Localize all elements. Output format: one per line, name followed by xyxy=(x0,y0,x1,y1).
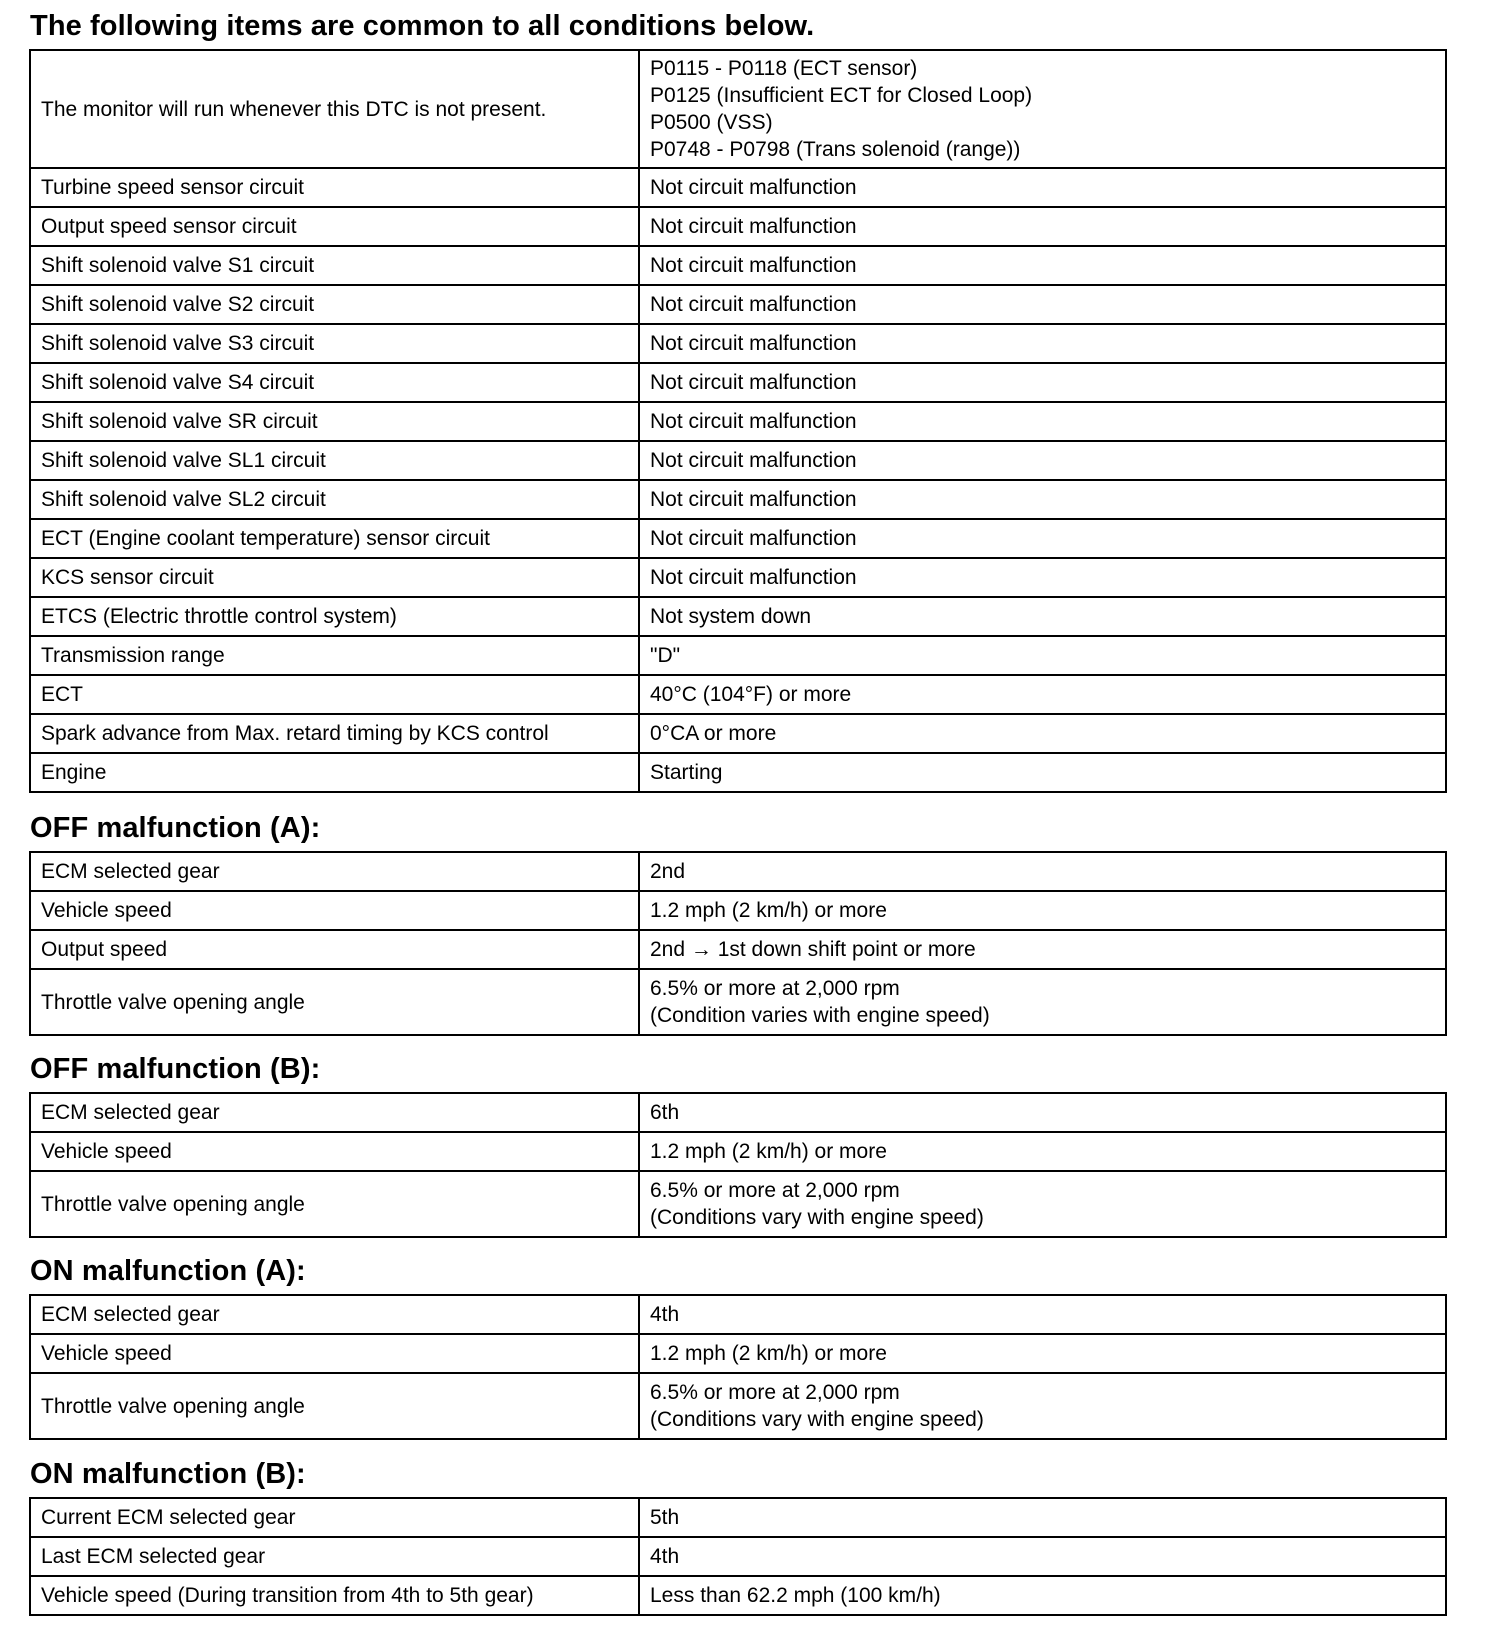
table-row xyxy=(30,891,1446,930)
condition-cell: Not circuit malfunction xyxy=(639,441,1446,480)
table-row xyxy=(30,285,1446,324)
condition-cell: Not system down xyxy=(639,597,1446,636)
condition-cell: 4th xyxy=(639,1295,1446,1334)
table-row xyxy=(30,207,1446,246)
item-cell: Transmission range xyxy=(30,636,639,675)
on-malfunction-b-table xyxy=(29,1497,1447,1616)
item-cell: Vehicle speed xyxy=(30,1132,639,1171)
condition-cell: 1.2 mph (2 km/h) or more xyxy=(639,891,1446,930)
table-row xyxy=(30,50,1446,168)
table-row xyxy=(30,480,1446,519)
condition-line: 6.5% or more at 2,000 rpm xyxy=(650,1381,900,1404)
item-cell: ECM selected gear xyxy=(30,852,639,891)
condition-cell: Not circuit malfunction xyxy=(639,363,1446,402)
condition-cell: 1.2 mph (2 km/h) or more xyxy=(639,1334,1446,1373)
condition-cell: 2nd → 1st down shift point or more xyxy=(639,930,1446,969)
item-cell: Shift solenoid valve SR circuit xyxy=(30,402,639,441)
table-row xyxy=(30,1093,1446,1132)
condition-cell xyxy=(639,969,1446,1035)
item-cell: Output speed xyxy=(30,930,639,969)
table-row xyxy=(30,1132,1446,1171)
condition-cell: Not circuit malfunction xyxy=(639,480,1446,519)
condition-cell: Not circuit malfunction xyxy=(639,558,1446,597)
table-row xyxy=(30,714,1446,753)
on-malfunction-a-table xyxy=(29,1294,1447,1440)
condition-line: (Conditions vary with engine speed) xyxy=(650,1206,984,1229)
table-row xyxy=(30,1498,1446,1537)
condition-line: 6.5% or more at 2,000 rpm xyxy=(650,977,900,1000)
section-heading-on-a: ON malfunction (A): xyxy=(30,1255,306,1287)
table-row xyxy=(30,1334,1446,1373)
condition-cell: Not circuit malfunction xyxy=(639,246,1446,285)
table-row xyxy=(30,1295,1446,1334)
condition-cell: 4th xyxy=(639,1537,1446,1576)
item-cell: Vehicle speed xyxy=(30,1334,639,1373)
item-cell: Shift solenoid valve S4 circuit xyxy=(30,363,639,402)
condition-line: (Conditions vary with engine speed) xyxy=(650,1408,984,1431)
condition-cell: 5th xyxy=(639,1498,1446,1537)
table-row xyxy=(30,402,1446,441)
condition-cell: 6th xyxy=(639,1093,1446,1132)
section-heading-common: The following items are common to all conditions below. xyxy=(30,10,815,42)
condition-cell: Not circuit malfunction xyxy=(639,207,1446,246)
condition-cell: 40°C (104°F) or more xyxy=(639,675,1446,714)
item-cell: Shift solenoid valve SL1 circuit xyxy=(30,441,639,480)
item-cell: Spark advance from Max. retard timing by KCS control xyxy=(30,714,639,753)
item-cell: Current ECM selected gear xyxy=(30,1498,639,1537)
item-cell: ECM selected gear xyxy=(30,1295,639,1334)
table-row xyxy=(30,441,1446,480)
item-cell: Shift solenoid valve S1 circuit xyxy=(30,246,639,285)
section-heading-on-b: ON malfunction (B): xyxy=(30,1458,306,1490)
item-cell: KCS sensor circuit xyxy=(30,558,639,597)
item-cell: ECM selected gear xyxy=(30,1093,639,1132)
condition-cell: Starting xyxy=(639,753,1446,792)
condition-cell: Not circuit malfunction xyxy=(639,324,1446,363)
condition-cell: "D" xyxy=(639,636,1446,675)
item-cell: Throttle valve opening angle xyxy=(30,1373,639,1439)
table-row xyxy=(30,168,1446,207)
condition-cell: 0°CA or more xyxy=(639,714,1446,753)
item-cell: Throttle valve opening angle xyxy=(30,969,639,1035)
item-cell: Shift solenoid valve SL2 circuit xyxy=(30,480,639,519)
table-row xyxy=(30,969,1446,1035)
item-cell: Shift solenoid valve S2 circuit xyxy=(30,285,639,324)
item-cell: Last ECM selected gear xyxy=(30,1537,639,1576)
table-row xyxy=(30,1576,1446,1615)
condition-line: P0115 - P0118 (ECT sensor) xyxy=(650,57,918,80)
common-conditions-table xyxy=(29,49,1447,793)
item-cell: Vehicle speed (During transition from 4th to 5th gear) xyxy=(30,1576,639,1615)
table-row xyxy=(30,1537,1446,1576)
condition-line: P0125 (Insufficient ECT for Closed Loop) xyxy=(650,84,1033,107)
off-malfunction-a-table xyxy=(29,851,1447,1036)
condition-cell xyxy=(639,1171,1446,1237)
table-row xyxy=(30,1171,1446,1237)
section-heading-off-b: OFF malfunction (B): xyxy=(30,1053,321,1085)
condition-cell xyxy=(639,50,1446,168)
condition-cell: Less than 62.2 mph (100 km/h) xyxy=(639,1576,1446,1615)
item-cell: Engine xyxy=(30,753,639,792)
table-row xyxy=(30,753,1446,792)
item-cell: The monitor will run whenever this DTC is not present. xyxy=(30,50,639,168)
table-row xyxy=(30,852,1446,891)
condition-cell: 1.2 mph (2 km/h) or more xyxy=(639,1132,1446,1171)
off-malfunction-b-table xyxy=(29,1092,1447,1238)
condition-cell: 2nd xyxy=(639,852,1446,891)
table-row xyxy=(30,597,1446,636)
table-row xyxy=(30,636,1446,675)
table-row xyxy=(30,246,1446,285)
condition-cell xyxy=(639,1373,1446,1439)
condition-line: 6.5% or more at 2,000 rpm xyxy=(650,1179,900,1202)
item-cell: ECT xyxy=(30,675,639,714)
condition-cell: Not circuit malfunction xyxy=(639,168,1446,207)
condition-cell: Not circuit malfunction xyxy=(639,519,1446,558)
table-row xyxy=(30,558,1446,597)
item-cell: Throttle valve opening angle xyxy=(30,1171,639,1237)
table-row xyxy=(30,675,1446,714)
item-cell: Output speed sensor circuit xyxy=(30,207,639,246)
table-row xyxy=(30,324,1446,363)
condition-line: (Condition varies with engine speed) xyxy=(650,1004,990,1027)
condition-line: P0500 (VSS) xyxy=(650,111,773,134)
table-row xyxy=(30,363,1446,402)
condition-line: P0748 - P0798 (Trans solenoid (range)) xyxy=(650,138,1021,161)
item-cell: Vehicle speed xyxy=(30,891,639,930)
condition-cell: Not circuit malfunction xyxy=(639,402,1446,441)
table-row xyxy=(30,1373,1446,1439)
condition-cell: Not circuit malfunction xyxy=(639,285,1446,324)
item-cell: Shift solenoid valve S3 circuit xyxy=(30,324,639,363)
item-cell: ETCS (Electric throttle control system) xyxy=(30,597,639,636)
table-row xyxy=(30,519,1446,558)
section-heading-off-a: OFF malfunction (A): xyxy=(30,812,321,844)
item-cell: Turbine speed sensor circuit xyxy=(30,168,639,207)
table-row xyxy=(30,930,1446,969)
item-cell: ECT (Engine coolant temperature) sensor circuit xyxy=(30,519,639,558)
